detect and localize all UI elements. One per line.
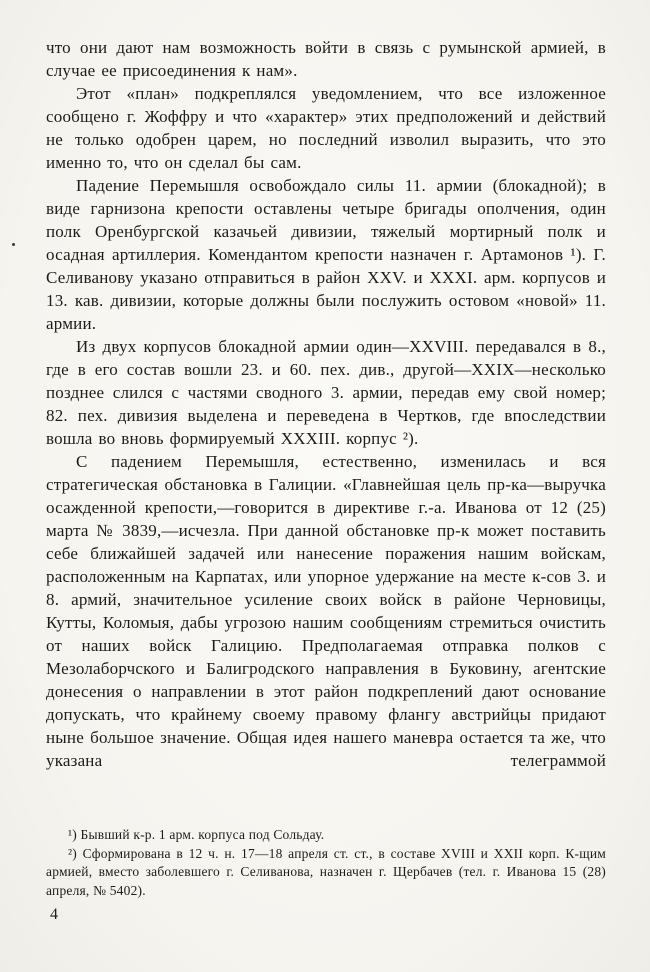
paragraph-przemysl-fall: Падение Перемышля освобождало силы 11. армии (блокадной); в виде гарнизона крепости оставлены четыре бригады ополчения, один полк Оренбургской казачьей дивизии, тяжелый мортирный полк и осадная артиллерия. Комендантом крепости назначен г. Артамонов ¹). Г. Селиванову указано отправиться в район XXV. и XXXI. арм. корпусов и 13. кав. дивизии, которые должны были послужить остовом «новой» 11. армии.	[46, 176, 606, 333]
footnote-1: ¹) Бывший к-р. 1 арм. корпуса под Сольдау.	[68, 827, 325, 842]
footnotes	[46, 826, 606, 900]
paragraph-continuation: что они дают нам возможность войти в связь с румынской армией, в случае ее присоединения к нам».	[46, 38, 606, 80]
paragraph-plan: Этот «план» подкреплялся уведомлением, что все изложенное сообщено г. Жоффру и что «характер» этих предположений и действий не только одобрен царем, но последний изволил выразить, что это именно то, что он сделал бы сам.	[46, 84, 606, 172]
paragraph-strategic-situation: С падением Перемышля, естественно, изменилась и вся стратегическая обстановка в Галиции. «Главнейшая цель пр-ка—выручка осажденной крепости,—говорится в директиве г.-а. Иванова от 12 (25) марта № 3839,—исчезла. При данной обстановке пр-к может поставить себе ближайшей задачей или нанесение поражения нашим войскам, расположенным на Карпатах, или упорное удержание на месте к-сов 3. и 8. армий, значительное усиление своих войск в районе Черновицы, Кутты, Коломыя, дабы угрозою нашим сообщениям стремиться очистить от наших войск Галицию. Предполагаемая отправка полков с Мезолаборчского и Балигродского направления в Буковину, агентские донесения о направлении в этот район подкреплений дают основание допускать, что крайнему своему правому флангу австрийцы придают ныне большое значение. Общая идея нашего маневра остается та же, что указана телеграммой	[46, 452, 606, 770]
scan-speck	[12, 243, 15, 246]
page-number: 4	[50, 906, 58, 923]
paragraph-corps-transfer: Из двух корпусов блокадной армии один—XXVIII. передавался в 8., где в его состав вошли 23. и 60. пех. див., другой—XXIX—несколько позднее слился с частями сводного 3. армии, передав ему свой номер; 82. пех. дивизия выделена и переведена в Чертков, где впоследствии вошла во вновь формируемый XXXIII. корпус ²).	[46, 337, 606, 448]
page-body	[46, 36, 606, 772]
footnote-2: ²) Сформирована в 12 ч. н. 17—18 апреля ст. ст., в составе XVIII и XXII корп. К-щим армией, вместо заболевшего г. Селиванова, назначен г. Щербачев (тел. г. Иванова 15 (28) апреля, № 5402).	[46, 845, 606, 898]
